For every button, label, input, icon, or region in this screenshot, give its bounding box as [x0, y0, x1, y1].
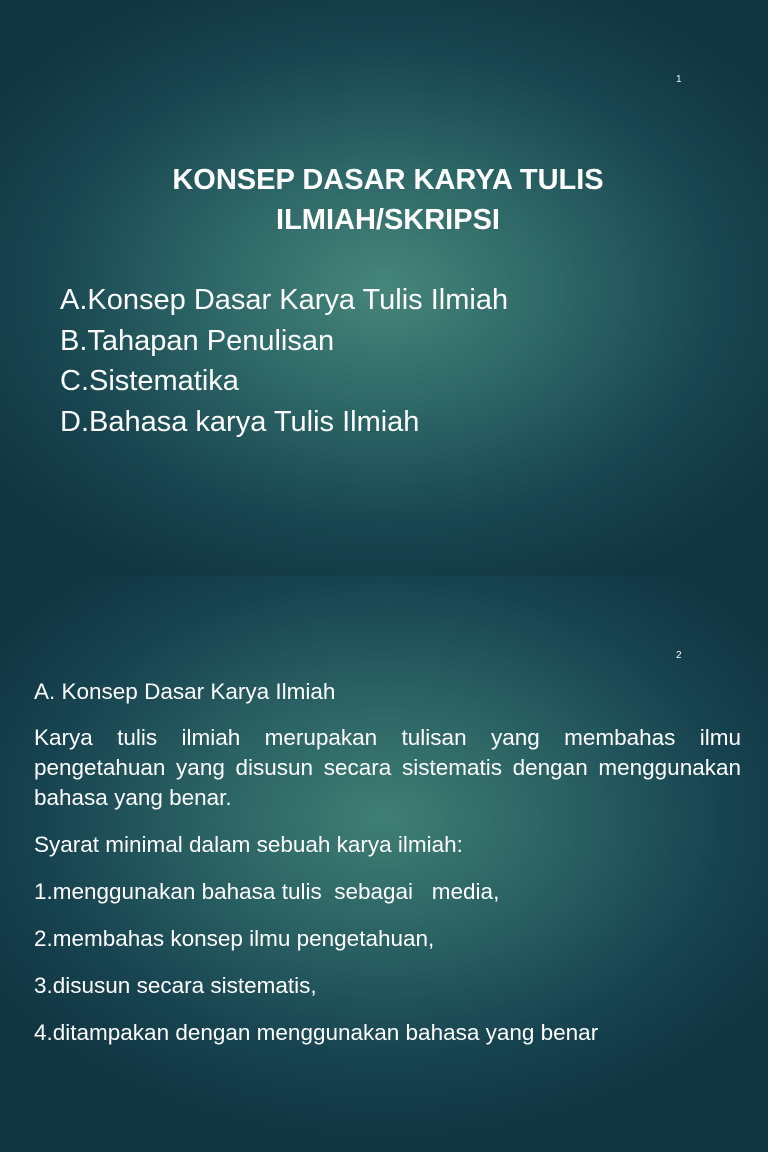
requirement-item: 3.disusun secara sistematis,	[34, 973, 317, 998]
definition-paragraph: Karya tulis ilmiah merupakan tulisan yang membahas ilmu pengetahuan yang disusun secara sistematis dengan menggunakan bahasa yang benar.	[34, 725, 741, 810]
requirement-item: 1.menggunakan bahasa tulis sebagai media,	[34, 879, 500, 904]
page-number: 2	[676, 650, 682, 661]
requirement-item: 2.membahas konsep ilmu pengetahuan,	[34, 926, 435, 951]
outline-item: B.Tahapan Penulisan	[60, 324, 335, 357]
requirements-intro: Syarat minimal dalam sebuah karya ilmiah:	[34, 832, 463, 857]
outline-item: A.Konsep Dasar Karya Tulis Ilmiah	[60, 284, 509, 316]
outline-item: D.Bahasa karya Tulis Ilmiah	[60, 405, 420, 438]
page-number: 1	[676, 74, 682, 85]
requirement-item: 4.ditampakan dengan menggunakan bahasa yang benar	[34, 1020, 599, 1045]
outline-item: C.Sistematika	[60, 365, 239, 397]
section-heading: A. Konsep Dasar Karya Ilmiah	[34, 679, 336, 704]
slide-2	[0, 576, 768, 1152]
outline-list	[60, 280, 508, 442]
slide-title: KONSEP DASAR KARYA TULIS ILMIAH/SKRIPSI	[172, 164, 604, 236]
